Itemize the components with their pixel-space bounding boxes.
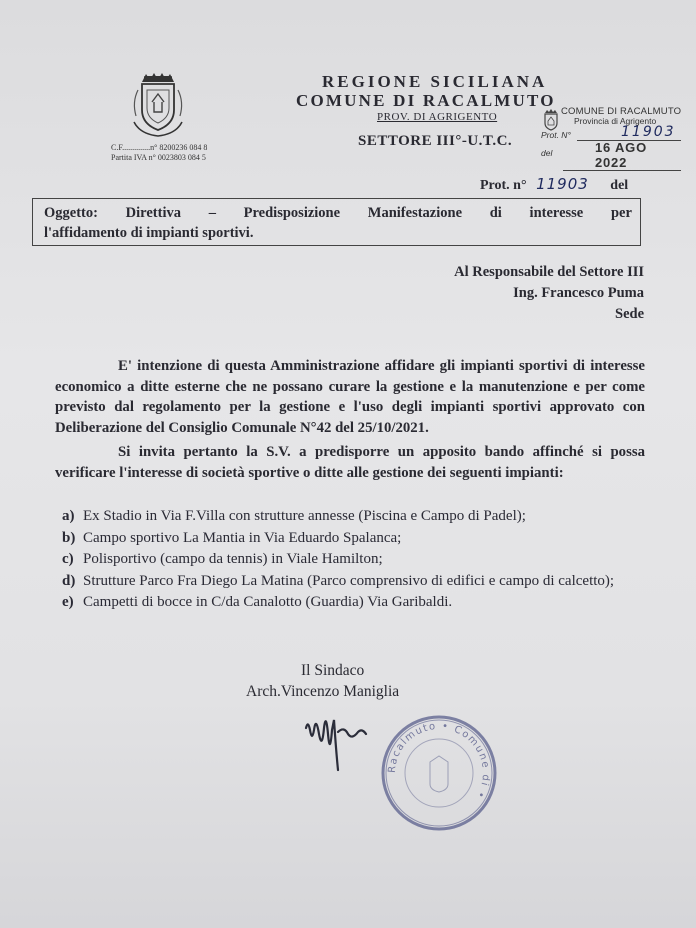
list-item [62,571,648,593]
body-paragraph-2: Si invita pertanto la S.V. a predisporre un apposito bando affinché si possa verificare l'interesse di società sportive o ditte alle gestione dei seguenti impianti: [55,444,645,481]
svg-text:Racalmuto • Comune di • [387,721,491,801]
protocol-line [480,175,628,194]
list-item [62,549,648,571]
provincia-title: PROV. DI AGRIGENTO [377,111,498,123]
list-item-text: Campo sportivo La Mantia in Via Eduardo Spalanca; [83,529,402,546]
crest-icon [128,72,188,138]
subject-line-1 [44,203,632,223]
subject-word: Predisposizione [243,205,341,221]
recipient-block [454,262,644,325]
list-item [62,506,648,528]
region-title: REGIONE SICILIANA [322,72,548,91]
settore-title: SETTORE III°-U.T.C. [358,133,513,149]
seal-text: Racalmuto • Comune di • [386,720,492,801]
body-paragraph-1: E' intenzione di questa Amministrazione affidare gli impianti sportivi di interesse economico a ditte esterne che ne possano curare la gestione e la manutenzione e per come previsto dal regolamento per la gestione e l'uso degli impianti sportivi approvato con Deliberazione del Consiglio Comunale N°42 del 25/10/2021. [55,358,645,436]
protocol-del: del [610,178,629,193]
protocol-label: Prot. n° [480,178,527,193]
recipient-sede: Sede [615,306,644,322]
subject-word: Oggetto: [44,205,98,221]
comune-title: COMUNE DI RACALMUTO [296,91,556,110]
stamp-prot-value: 11903 [577,124,681,141]
stamp-comune: COMUNE DI RACALMUTO [561,106,682,117]
signature [292,690,382,780]
list-item-label: b) [62,529,76,546]
piva-line: Partita IVA n° 0023803 084 5 [111,153,206,162]
protocol-stamp [541,106,686,170]
signer-name: Arch.Vincenzo Maniglia [246,683,400,700]
list-item-label: d) [62,572,76,589]
list-item-label: c) [62,551,74,567]
subject-word: per [610,205,632,221]
stamp-date: 16 AGO 2022 [563,140,681,171]
subject-word: di [489,205,502,221]
list-item-text: Polisportivo (campo da tennis) in Viale Hamilton; [83,551,383,567]
tax-info [111,143,207,163]
signer-role: Il Sindaco [301,662,365,679]
list-item-label: a) [62,508,75,524]
subject-word: Direttiva [125,205,181,221]
subject-word: interesse [529,205,584,221]
list-item-text: Strutture Parco Fra Diego La Matina (Parco comprensivo di edifici e campo di calcetto); [83,572,615,589]
list-item [62,592,648,614]
seal-stamp [378,712,500,834]
subject-word: Manifestazione [367,205,463,221]
cf-line: C.F..............n° 8200236 084 8 [111,143,208,152]
stamp-crest-icon [541,109,561,131]
stamp-prot-label: Prot. N° [541,130,571,140]
recipient-name: Ing. Francesco Puma [513,285,644,301]
subject-line-2: l'affidamento di impianti sportivi. [44,225,254,241]
protocol-number: 11903 [536,175,589,193]
list-item [62,528,648,550]
stamp-del-label: del [541,148,553,158]
list-item-text: Ex Stadio in Via F.Villa con strutture annesse (Piscina e Campo di Padel); [83,508,526,524]
stamp-provincia: Provincia di Agrigento [574,116,657,126]
impianti-list [62,506,648,614]
list-item-text: Campetti di bocce in C/da Canalotto (Guardia) Via Garibaldi. [83,594,453,610]
letter-body [55,356,645,483]
subject-word: – [208,205,216,221]
subject-box [32,198,641,246]
list-item-label: e) [62,594,74,610]
recipient-role: Al Responsabile del Settore III [454,264,644,280]
